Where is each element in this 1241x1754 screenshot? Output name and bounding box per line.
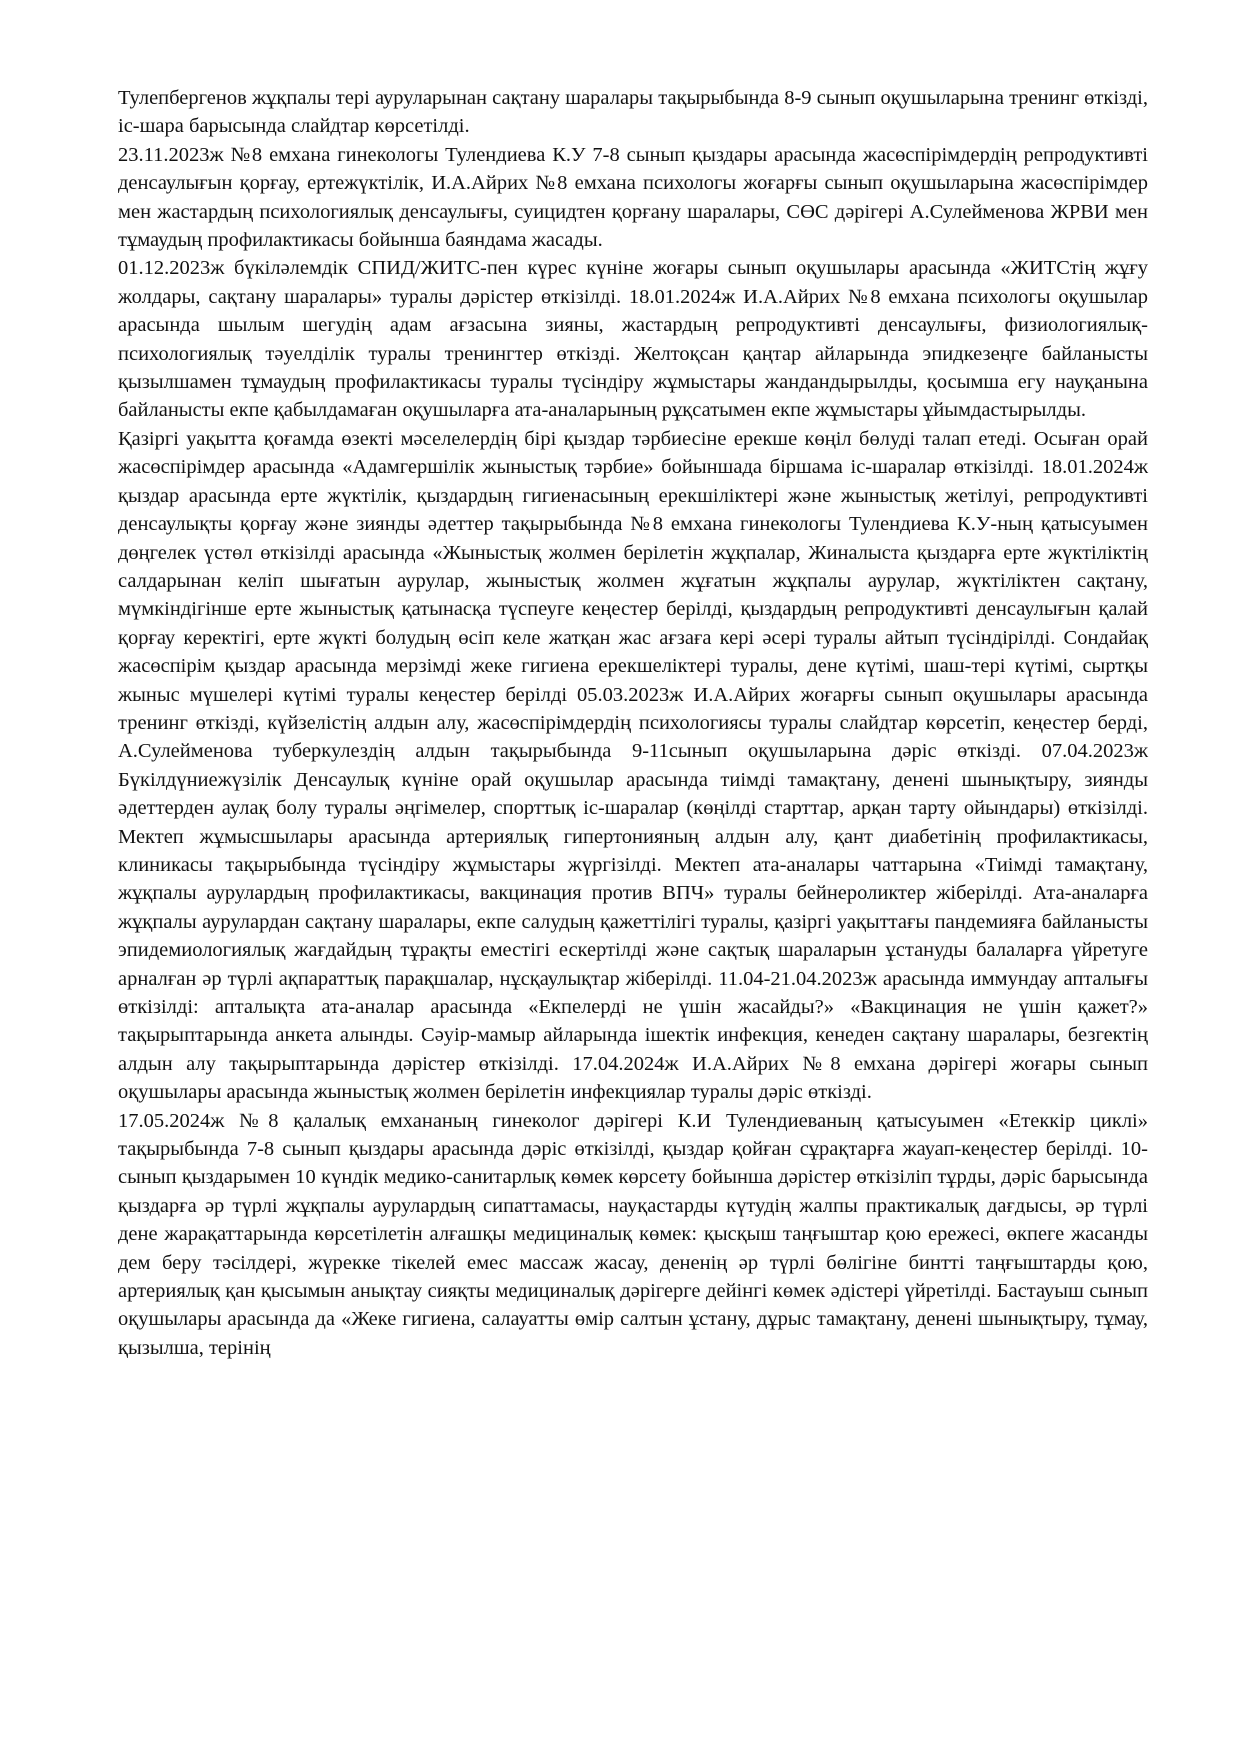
paragraph-girls-education: Қазіргі уақытта қоғамда өзекті мәселелердің бірі қыздар тәрбиесіне ерекше көңіл бөлуді талап етеді. Осыған орай жасөспірімдер арасында «Адамгершілік жыныстық тәрбие» бойыншада біршама іс-шаралар өткізілді. 18.01.2024ж қыздар арасында ерте жүктілік, қыздардың гигиенасының ерекшіліктері және жыныстық жетілуі, репродуктивті денсаулықты қорғау және зиянды әдеттер тақырыбында №8 емхана гинекологы Тулендиева К.У-ның қатысуымен дөңгелек үстөл өткізілді арасында «Жыныстық жолмен берілетін жұқпалар, Жиналыста қыздарға ерте жүктіліктің салдарынан келіп шығатын аурулар, жыныстық жолмен жұғатын жұқпалы аурулар, жүктіліктен сақтану, мүмкіндігінше ерте жыныстық қатынасқа түспеуге кеңестер берілді, қыздардың репродуктивті денсаулығын қалай қорғау керектігі, ерте жүкті болудың өсіп келе жатқан жас ағзаға кері әсері туралы айтып түсіндірілді. Сондайақ жасөспірім қыздар арасында мерзімді жеке гигиена ерекшеліктері туралы, дене күтімі, шаш-тері күтімі, сыртқы жыныс мүшелері күтімі туралы кеңестер берілді 05.03.2023ж И.А.Айрих жоғарғы сынып оқушылары арасында тренинг өткізді, күйзелістің алдын алу, жасөспірімдердің психологиясы туралы слайдтар көрсетіп, кеңестер берді, А.Сулейменова туберкулездің алдын тақырыбында 9-11сынып оқушыларына дәріс өткізді. 07.04.2023ж Бүкілдүниежүзілік Денсаулық күніне орай оқушылар арасында тиімді тамақтану, денені шынықтыру, зиянды әдеттерден аулақ болу туралы әңгімелер, спорттық іс-шаралар (көңілді старттар, арқан тарту ойындары) өткізілді. Мектеп жұмысшылары арасында артериялық гипертонияның алдын алу, қант диабетінің профилактикасы, клиникасы тақырыбында түсіндіру жұмыстары жүргізілді. Мектеп ата-аналары чаттарына «Тиімді тамақтану, жұқпалы аурулардың профилактикасы, вакцинация против ВПЧ» туралы бейнероликтер жіберілді. Ата-аналарға жұқпалы аурулардан сақтану шаралары, екпе салудың қажеттілігі туралы, қазіргі уақыттағы пандемияға байланысты эпидемиологиялық жағдайдың тұрақты еместігі ескертілді және сақтық шараларын ұстануды балаларға үйретуге арналған әр түрлі ақпараттық парақшалар, нұсқаулықтар жіберілді. 11.04-21.04.2023ж арасында иммундау апталығы өткізілді: апталықта ата-аналар арасында «Екпелерді не үшін жасайды?» «Вакцинация не үшін қажет?» тақырыптарында анкета алынды. Сәуір-мамыр айларында ішектік инфекция, кенеден сақтану шаралары, безгектің алдын алу тақырыптарында дәрістер өткізілді. 17.04.2024ж И.А.Айрих №8 емхана дәрігері жоғары сынып оқушылары арасында жыныстық жолмен берілетін инфекциялар туралы дәріс өткізді. bbox=[118, 427, 1148, 1104]
document-page bbox=[118, 84, 1148, 1362]
paragraph-aids-day: 01.12.2023ж бүкіләлемдік СПИД/ЖИТС-пен күрес күніне жоғары сынып оқушылары арасында «ЖИТСтің жұғу жолдары, сақтану шаралары» туралы дәрістер өткізілді. 18.01.2024ж И.А.Айрих №8 емхана психологы оқушылар арасында шылым шегудің адам ағзасына зияны, жастардың репродуктивті денсаулығы, физиологиялық-психологиялық тәуелділік туралы тренингтер өткізді. Желтоқсан қаңтар айларында эпидкезеңге байланысты қызылшамен тұмаудың профилактикасы туралы түсіндіру жұмыстары жандандырылды, қосымша егу науқанына байланысты екпе қабылдамаған оқушыларға ата-аналарының рұқсатымен екпе жұмыстары ұйымдастырылды. bbox=[118, 257, 1148, 422]
paragraph-first-aid-lectures: 17.05.2024ж №8 қалалық емхананың гинеколог дәрігері К.И Тулендиеваның қатысуымен «Етеккір циклі» тақырыбында 7-8 сынып қыздары арасында дәріс өткізілді, қыздар қойған сұрақтарға жауап-кеңестер берілді. 10-сынып қыздарымен 10 күндік медико-санитарлық көмек көрсету бойынша дәрістер өткізіліп тұрды, дәріс барысында қыздарға әр түрлі жұқпалы аурулардың сипаттамасы, науқастарды күтудің жалпы практикалық дағдысы, әр түрлі дене жарақаттарында көрсетілетін алғашқы медициналық көмек: қысқыш таңғыштар қою ережесі, өкпеге жасанды дем беру тәсілдері, жүрекке тікелей емес массаж жасау, дененің әр түрлі бөлігіне бинтті таңғыштарды қою, артериялық қан қысымын анықтау сияқты медициналық дәрігерге дейінгі көмек әдістері үйретілді. Бастауыш сынып оқушылары арасында да «Жеке гигиена, салауатты өмір салтын ұстану, дұрыс тамақтану, денені шынықтыру, тұмау, қызылша, терінің bbox=[118, 1109, 1148, 1359]
paragraph-dermatology-training: Тулепбергенов жұқпалы тері ауруларынан сақтану шаралары тақырыбында 8-9 сынып оқушыларына тренинг өткізді, іс-шара барысында слайдтар көрсетілді. bbox=[118, 87, 1148, 138]
paragraph-reproductive-health-lecture: 23.11.2023ж №8 емхана гинекологы Тулендиева К.У 7-8 сынып қыздары арасында жасөспірімдердің репродуктивті денсаулығын қорғау, ертежүктілік, И.А.Айрих №8 емхана психологы жоғарғы сынып оқушыларына жасөспірімдер мен жастардың психологиялық денсаулығы, суицидтен қорғану шаралары, СӨС дәрігері А.Сулейменова ЖРВИ мен тұмаудың профилактикасы бойынша баяндама жасады. bbox=[118, 143, 1148, 252]
